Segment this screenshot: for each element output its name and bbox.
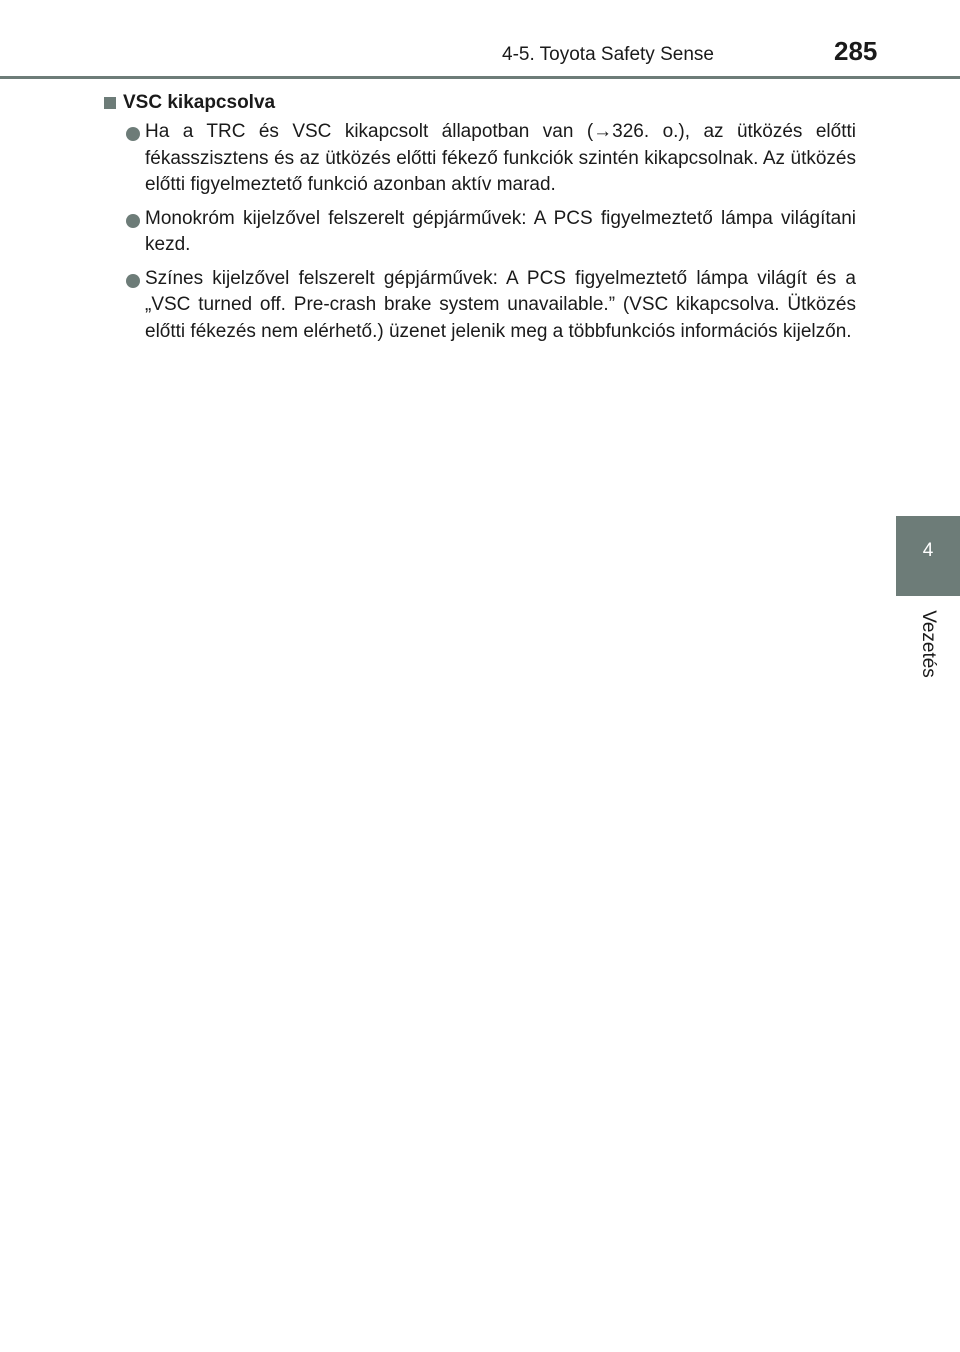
circle-bullet-icon — [126, 127, 140, 141]
bullet-item — [104, 206, 856, 259]
section-heading-text: VSC kikapcsolva — [123, 92, 276, 113]
header-divider — [0, 76, 960, 79]
chapter-number: 4 — [922, 540, 934, 561]
bullet-item — [104, 119, 856, 199]
square-bullet-icon — [104, 97, 116, 109]
circle-bullet-icon — [126, 274, 140, 288]
bullet-text: Ha a TRC és VSC kikapcsolt állapotban van (→326. o.), az ütközés előtti fékasszisztens és az ütközés előtti fékező funkciók szintén kikapcsolnak. Az ütközés előtti figyelmeztető funkció azonban aktív marad. — [145, 121, 856, 195]
circle-bullet-icon — [126, 214, 140, 228]
section-heading — [104, 89, 856, 117]
bullet-text: Monokróm kijelzővel felszerelt gépjárművek: A PCS figyelmeztető lámpa világítani kezd. — [145, 207, 856, 255]
bullet-item — [104, 266, 856, 346]
running-header: 4-5. Toyota Safety Sense — [502, 44, 714, 65]
chapter-title: Vezetés — [918, 610, 939, 678]
page-number: 285 — [834, 36, 878, 66]
chapter-tab — [896, 516, 960, 596]
page-content — [104, 89, 856, 345]
bullet-text: Színes kijelzővel felszerelt gépjárművek: A PCS figyelmeztető lámpa világít és a „VSC turned off. Pre-crash brake system unavailable.” (VSC kikapcsolva. Ütközés előtti fékezés nem elérhető.) üzenet jelenik meg a többfunkciós információs kijelzőn. — [145, 267, 856, 342]
